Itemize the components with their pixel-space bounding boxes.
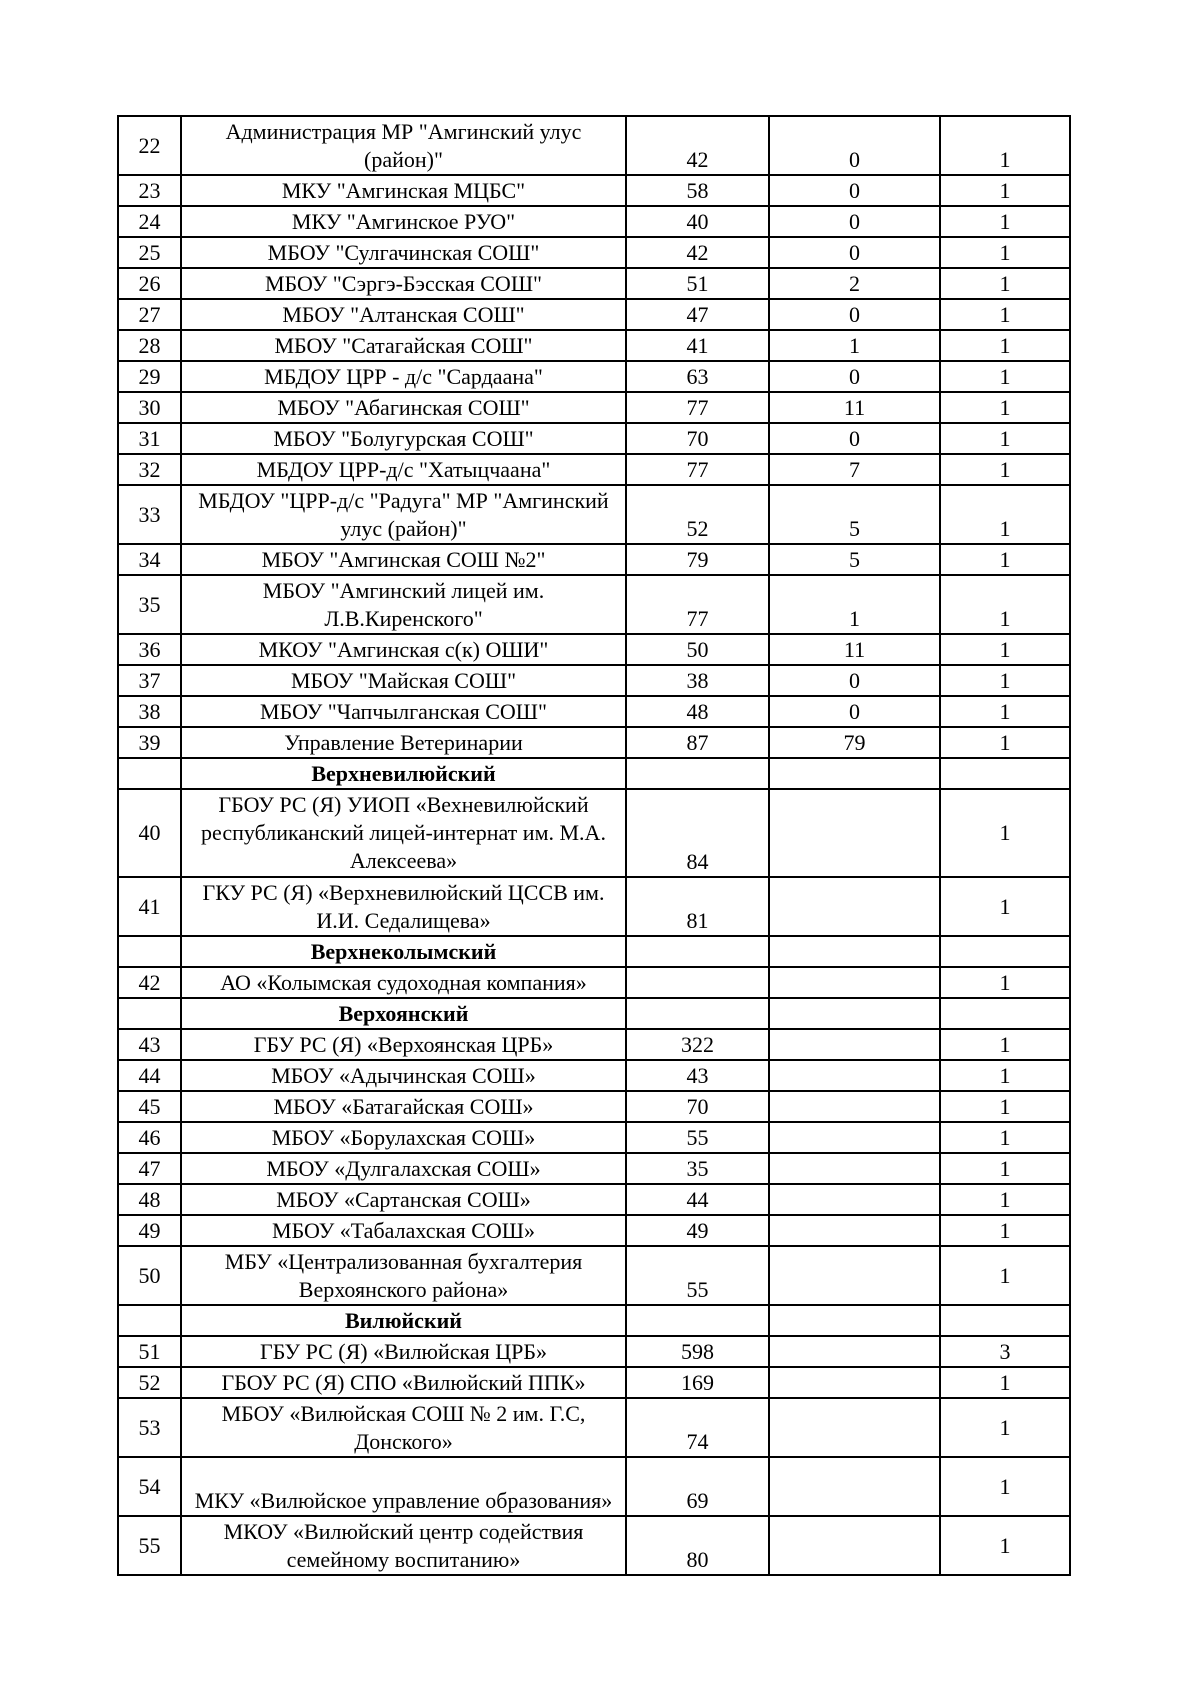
cell-number: 53	[118, 1398, 181, 1457]
cell-col3: 80	[626, 1516, 769, 1575]
cell-col3: 44	[626, 1184, 769, 1215]
cell-organization: ГКУ РС (Я) «Верхневилюйский ЦССВ им. И.И. Седалищева»	[181, 877, 626, 936]
cell-number: 26	[118, 268, 181, 299]
cell-number: 45	[118, 1091, 181, 1122]
cell-number: 29	[118, 361, 181, 392]
cell-col3: 58	[626, 175, 769, 206]
cell-organization: МБОУ «Вилюйская СОШ № 2 им. Г.С, Донского»	[181, 1398, 626, 1457]
table-row	[118, 1367, 1070, 1398]
table-row	[118, 1184, 1070, 1215]
table-row	[118, 1336, 1070, 1367]
cell-col3: 63	[626, 361, 769, 392]
table-row	[118, 268, 1070, 299]
cell-col4: 0	[769, 116, 940, 175]
cell-organization: МБОУ "Сулгачинская СОШ"	[181, 237, 626, 268]
table-body	[118, 116, 1070, 1575]
cell-col4: 79	[769, 727, 940, 758]
data-table	[117, 115, 1071, 1576]
cell-col4	[769, 789, 940, 877]
cell-col3: 55	[626, 1246, 769, 1305]
cell-number: 55	[118, 1516, 181, 1575]
cell-organization: МБДОУ ЦРР-д/с "Хатыцчаана"	[181, 454, 626, 485]
cell-number: 24	[118, 206, 181, 237]
cell-number: 28	[118, 330, 181, 361]
cell-col5: 1	[940, 575, 1070, 634]
cell-col5: 1	[940, 485, 1070, 544]
cell-col5: 1	[940, 454, 1070, 485]
cell-col3: 50	[626, 634, 769, 665]
cell-col4	[769, 1246, 940, 1305]
cell-col3: 79	[626, 544, 769, 575]
cell-organization: ГБОУ РС (Я) СПО «Вилюйский ППК»	[181, 1367, 626, 1398]
cell-col3: 43	[626, 1060, 769, 1091]
table-row	[118, 789, 1070, 877]
cell-col3: 598	[626, 1336, 769, 1367]
cell-organization: МБОУ "Алтанская СОШ"	[181, 299, 626, 330]
cell-col5: 1	[940, 696, 1070, 727]
cell-col4: 0	[769, 206, 940, 237]
cell-organization: ГБУ РС (Я) «Верхоянская ЦРБ»	[181, 1029, 626, 1060]
table-row	[118, 877, 1070, 936]
cell-organization: МБОУ "Чапчылганская СОШ"	[181, 696, 626, 727]
cell-col3: 51	[626, 268, 769, 299]
cell-col4	[769, 1457, 940, 1516]
cell-organization: Управление Ветеринарии	[181, 727, 626, 758]
cell-col5: 1	[940, 1457, 1070, 1516]
cell-organization: МБОУ «Сартанская СОШ»	[181, 1184, 626, 1215]
cell-col4	[769, 758, 940, 789]
cell-number: 39	[118, 727, 181, 758]
cell-col3: 47	[626, 299, 769, 330]
cell-col4: 1	[769, 330, 940, 361]
cell-number: 52	[118, 1367, 181, 1398]
cell-col5	[940, 998, 1070, 1029]
cell-col3: 74	[626, 1398, 769, 1457]
cell-col3: 77	[626, 575, 769, 634]
cell-col3: 35	[626, 1153, 769, 1184]
table-row	[118, 1060, 1070, 1091]
cell-number: 32	[118, 454, 181, 485]
cell-col4: 11	[769, 392, 940, 423]
cell-number: 30	[118, 392, 181, 423]
table-row	[118, 485, 1070, 544]
cell-col4	[769, 1305, 940, 1336]
cell-organization: МБОУ «Борулахская СОШ»	[181, 1122, 626, 1153]
table-row	[118, 299, 1070, 330]
cell-organization: МБОУ "Амгинский лицей им. Л.В.Киренского"	[181, 575, 626, 634]
cell-organization: МБУ «Централизованная бухгалтерия Верхоянского района»	[181, 1246, 626, 1305]
cell-col4: 0	[769, 175, 940, 206]
cell-col4	[769, 1122, 940, 1153]
cell-number: 41	[118, 877, 181, 936]
cell-number: 33	[118, 485, 181, 544]
cell-col3: 84	[626, 789, 769, 877]
cell-col5: 1	[940, 877, 1070, 936]
cell-number: 31	[118, 423, 181, 454]
cell-number: 42	[118, 967, 181, 998]
table-row	[118, 696, 1070, 727]
table-row	[118, 1246, 1070, 1305]
cell-number: 43	[118, 1029, 181, 1060]
cell-number: 50	[118, 1246, 181, 1305]
cell-organization: АО «Колымская судоходная компания»	[181, 967, 626, 998]
table-row	[118, 1122, 1070, 1153]
cell-number: 54	[118, 1457, 181, 1516]
cell-col4	[769, 998, 940, 1029]
cell-col4: 0	[769, 237, 940, 268]
cell-organization: МБДОУ "ЦРР-д/с "Радуга" МР "Амгинский улус (район)"	[181, 485, 626, 544]
table-row	[118, 206, 1070, 237]
cell-number: 34	[118, 544, 181, 575]
section-row	[118, 1305, 1070, 1336]
cell-number: 47	[118, 1153, 181, 1184]
cell-col5: 1	[940, 1029, 1070, 1060]
cell-col3: 38	[626, 665, 769, 696]
cell-organization: ГБУ РС (Я) «Вилюйская ЦРБ»	[181, 1336, 626, 1367]
table-row	[118, 1457, 1070, 1516]
cell-col5: 1	[940, 1060, 1070, 1091]
cell-col3	[626, 998, 769, 1029]
cell-col4: 0	[769, 299, 940, 330]
table-row	[118, 330, 1070, 361]
cell-col5: 1	[940, 665, 1070, 696]
table-row	[118, 1029, 1070, 1060]
cell-col3: 48	[626, 696, 769, 727]
cell-col5: 1	[940, 299, 1070, 330]
cell-col4: 0	[769, 361, 940, 392]
section-title: Верхнеколымский	[181, 936, 626, 967]
table-row	[118, 1398, 1070, 1457]
cell-col3: 70	[626, 423, 769, 454]
cell-col4	[769, 877, 940, 936]
section-title: Верхневилюйский	[181, 758, 626, 789]
cell-col4	[769, 1516, 940, 1575]
cell-col3	[626, 967, 769, 998]
cell-number: 25	[118, 237, 181, 268]
cell-col3: 81	[626, 877, 769, 936]
cell-col5: 1	[940, 175, 1070, 206]
table-row	[118, 1215, 1070, 1246]
cell-col5: 1	[940, 1246, 1070, 1305]
cell-organization: МБОУ "Сэргэ-Бэсская СОШ"	[181, 268, 626, 299]
table-row	[118, 665, 1070, 696]
cell-col3: 322	[626, 1029, 769, 1060]
cell-col5	[940, 758, 1070, 789]
table-row	[118, 116, 1070, 175]
cell-organization: МКУ «Вилюйское управление образования»	[181, 1457, 626, 1516]
cell-col4: 1	[769, 575, 940, 634]
table-row	[118, 967, 1070, 998]
cell-col5: 1	[940, 1122, 1070, 1153]
cell-col3: 42	[626, 237, 769, 268]
cell-col5: 3	[940, 1336, 1070, 1367]
cell-col3: 77	[626, 392, 769, 423]
cell-number	[118, 936, 181, 967]
cell-organization: МБОУ «Дулгалахская СОШ»	[181, 1153, 626, 1184]
cell-col5: 1	[940, 1153, 1070, 1184]
cell-col3: 40	[626, 206, 769, 237]
cell-col3: 42	[626, 116, 769, 175]
cell-col5: 1	[940, 727, 1070, 758]
cell-col5: 1	[940, 206, 1070, 237]
cell-col4	[769, 1336, 940, 1367]
cell-col3: 49	[626, 1215, 769, 1246]
table-row	[118, 544, 1070, 575]
cell-number: 27	[118, 299, 181, 330]
table-row	[118, 237, 1070, 268]
cell-number: 40	[118, 789, 181, 877]
cell-organization: МБОУ «Адычинская СОШ»	[181, 1060, 626, 1091]
cell-organization: МБОУ "Сатагайская СОШ"	[181, 330, 626, 361]
cell-col4	[769, 967, 940, 998]
cell-col5: 1	[940, 1516, 1070, 1575]
cell-col3: 52	[626, 485, 769, 544]
cell-col5: 1	[940, 1215, 1070, 1246]
cell-col5: 1	[940, 116, 1070, 175]
section-title: Верхоянский	[181, 998, 626, 1029]
cell-col5: 1	[940, 634, 1070, 665]
table-row	[118, 1516, 1070, 1575]
cell-number: 23	[118, 175, 181, 206]
cell-organization: МБДОУ ЦРР - д/с "Сардаана"	[181, 361, 626, 392]
section-row	[118, 758, 1070, 789]
cell-col5: 1	[940, 1091, 1070, 1122]
cell-col5: 1	[940, 967, 1070, 998]
table-row	[118, 727, 1070, 758]
cell-col4	[769, 1029, 940, 1060]
cell-col3: 87	[626, 727, 769, 758]
cell-organization: МБОУ "Амгинская СОШ №2"	[181, 544, 626, 575]
cell-col5	[940, 1305, 1070, 1336]
cell-col4: 0	[769, 423, 940, 454]
cell-col4: 2	[769, 268, 940, 299]
cell-col3	[626, 936, 769, 967]
cell-col3: 41	[626, 330, 769, 361]
cell-organization: МКУ "Амгинская МЦБС"	[181, 175, 626, 206]
cell-col4: 0	[769, 696, 940, 727]
cell-col3: 69	[626, 1457, 769, 1516]
section-row	[118, 936, 1070, 967]
cell-col5: 1	[940, 392, 1070, 423]
cell-organization: МБОУ "Болугурская СОШ"	[181, 423, 626, 454]
cell-col4	[769, 1091, 940, 1122]
cell-organization: МКОУ «Вилюйский центр содействия семейному воспитанию»	[181, 1516, 626, 1575]
cell-organization: МБОУ «Батагайская СОШ»	[181, 1091, 626, 1122]
cell-col4	[769, 1060, 940, 1091]
cell-number: 22	[118, 116, 181, 175]
cell-col4	[769, 1398, 940, 1457]
cell-col4	[769, 1153, 940, 1184]
cell-col5: 1	[940, 1367, 1070, 1398]
cell-col3	[626, 1305, 769, 1336]
cell-col3	[626, 758, 769, 789]
table-row	[118, 454, 1070, 485]
cell-col4	[769, 936, 940, 967]
cell-number: 36	[118, 634, 181, 665]
cell-organization: Администрация МР "Амгинский улус (район)"	[181, 116, 626, 175]
cell-col5: 1	[940, 1184, 1070, 1215]
table-row	[118, 575, 1070, 634]
cell-col5: 1	[940, 789, 1070, 877]
table-row	[118, 1153, 1070, 1184]
cell-col5: 1	[940, 237, 1070, 268]
table-row	[118, 634, 1070, 665]
table-row	[118, 423, 1070, 454]
cell-col5: 1	[940, 330, 1070, 361]
cell-organization: МКОУ "Амгинская с(к) ОШИ"	[181, 634, 626, 665]
table-row	[118, 392, 1070, 423]
cell-col4: 5	[769, 485, 940, 544]
section-row	[118, 998, 1070, 1029]
cell-col5: 1	[940, 361, 1070, 392]
cell-number	[118, 998, 181, 1029]
cell-organization: МКУ "Амгинское РУО"	[181, 206, 626, 237]
cell-number: 38	[118, 696, 181, 727]
cell-col4: 7	[769, 454, 940, 485]
cell-number: 37	[118, 665, 181, 696]
cell-col4	[769, 1367, 940, 1398]
cell-col4: 11	[769, 634, 940, 665]
cell-number: 35	[118, 575, 181, 634]
cell-number	[118, 758, 181, 789]
cell-number: 49	[118, 1215, 181, 1246]
table-row	[118, 175, 1070, 206]
cell-col5: 1	[940, 544, 1070, 575]
cell-col3: 70	[626, 1091, 769, 1122]
cell-col3: 169	[626, 1367, 769, 1398]
cell-organization: ГБОУ РС (Я) УИОП «Вехневилюйский республиканский лицей-интернат им. М.А. Алексеева»	[181, 789, 626, 877]
cell-col5	[940, 936, 1070, 967]
cell-col3: 55	[626, 1122, 769, 1153]
cell-number	[118, 1305, 181, 1336]
cell-organization: МБОУ "Майская СОШ"	[181, 665, 626, 696]
table-row	[118, 1091, 1070, 1122]
table-row	[118, 361, 1070, 392]
cell-number: 44	[118, 1060, 181, 1091]
cell-col5: 1	[940, 268, 1070, 299]
cell-number: 46	[118, 1122, 181, 1153]
cell-organization: МБОУ «Табалахская СОШ»	[181, 1215, 626, 1246]
cell-col3: 77	[626, 454, 769, 485]
cell-number: 48	[118, 1184, 181, 1215]
cell-col4: 5	[769, 544, 940, 575]
cell-organization: МБОУ "Абагинская СОШ"	[181, 392, 626, 423]
cell-col5: 1	[940, 423, 1070, 454]
cell-col4	[769, 1215, 940, 1246]
cell-col4	[769, 1184, 940, 1215]
cell-number: 51	[118, 1336, 181, 1367]
cell-col5: 1	[940, 1398, 1070, 1457]
cell-col4: 0	[769, 665, 940, 696]
section-title: Вилюйский	[181, 1305, 626, 1336]
